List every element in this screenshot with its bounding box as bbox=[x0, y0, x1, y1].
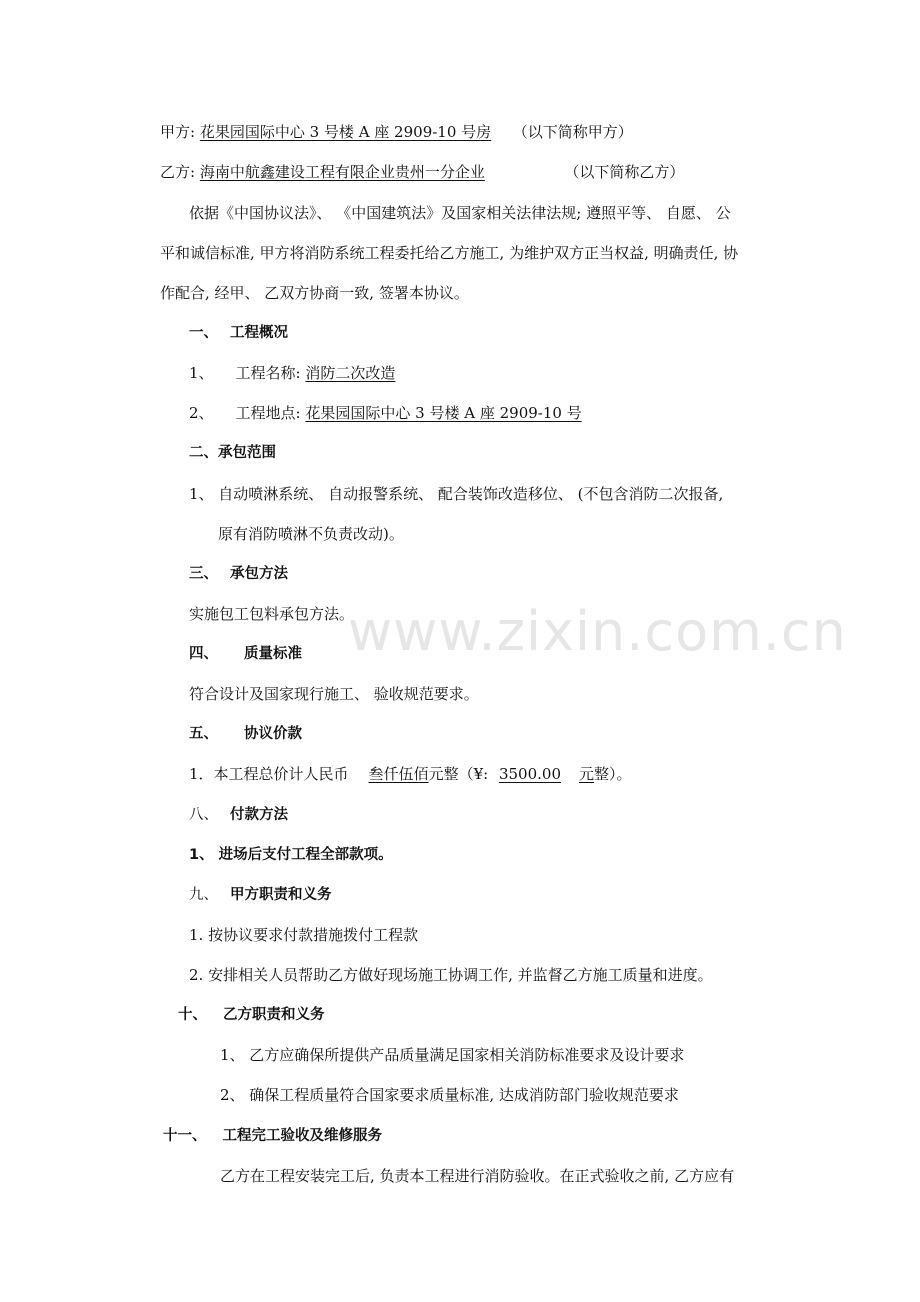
section-2-item-line-2: 原有消防喷淋不负责改动)。 bbox=[218, 525, 404, 543]
section-8-item: 1、 进场后支付工程全部款项。 bbox=[189, 847, 393, 863]
section-10-item-2: 2、 确保工程质量符合国家要求质量标准, 达成消防部门验收规范要求 bbox=[220, 1086, 679, 1104]
party-b-note: （以下简称乙方） bbox=[564, 163, 685, 181]
section-5-heading: 五、 协议价款 bbox=[189, 726, 302, 742]
section-1-item-1: 1、 工程名称: 消防二次改造 bbox=[189, 363, 419, 383]
contract-price-line: 1．本工程总价计人民币 叁仟伍佰元整（¥: 3500.00 元整）。 bbox=[189, 765, 632, 783]
section-10-heading: 十、 乙方职责和义务 bbox=[178, 1007, 325, 1023]
section-10-item-1: 1、 乙方应确保所提供产品质量满足国家相关消防标准要求及设计要求 bbox=[220, 1046, 685, 1064]
section-3-text: 实施包工包料承包方法。 bbox=[189, 605, 355, 623]
watermark: www.zixin.com.cn bbox=[348, 600, 847, 663]
section-2-item-line-1: 1、 自动喷淋系统、 自动报警系统、 配合装饰改造移位、 (不包含消防二次报备, bbox=[189, 485, 724, 503]
section-9-item-1: 1. 按协议要求付款措施拨付工程款 bbox=[189, 926, 419, 944]
intro-line-3: 作配合, 经甲、 乙双方协商一致, 签署本协议。 bbox=[160, 284, 469, 302]
project-name-value: 消防二次改造 bbox=[305, 364, 396, 382]
party-a-value: 花果园国际中心 3 号楼 A 座 2909-10 号房 bbox=[199, 123, 492, 141]
intro-line-1: 依据《中国协议法》、 《中国建筑法》及国家相关法律法规; 遵照平等、 自愿、 公 bbox=[189, 204, 731, 222]
section-1-heading: 一、 工程概况 bbox=[189, 325, 288, 341]
section-9-heading: 九、 甲方职责和义务 bbox=[189, 887, 332, 903]
amount-number: 3500.00 元 bbox=[498, 765, 594, 783]
section-11-text: 乙方在工程安装完工后, 负责本工程进行消防验收。在正式验收之前, 乙方应有 bbox=[220, 1167, 735, 1185]
section-9-item-2: 2. 安排相关人员帮助乙方做好现场施工协调工作, 并监督乙方施工质量和进度。 bbox=[189, 966, 713, 984]
party-a-note: （以下简称甲方） bbox=[512, 123, 633, 141]
section-11-heading: 十一、 工程完工验收及维修服务 bbox=[163, 1128, 382, 1144]
intro-line-2: 平和诚信标准, 甲方将消防系统工程委托给乙方施工, 为维护双方正当权益, 明确责任, 协 bbox=[160, 244, 739, 262]
section-2-heading: 二、承包范围 bbox=[189, 445, 276, 461]
party-a-label: 甲方: bbox=[160, 123, 196, 141]
party-b-label: 乙方: bbox=[160, 163, 196, 181]
party-b-line bbox=[160, 162, 684, 182]
amount-chinese: 叁仟伍佰 bbox=[368, 765, 429, 783]
section-3-heading: 三、 承包方法 bbox=[189, 566, 288, 582]
section-1-item-2: 2、 工程地点: 花果园国际中心 3 号楼 A 座 2909-10 号 bbox=[189, 404, 582, 422]
section-8-heading: 八、 付款方法 bbox=[189, 807, 288, 823]
section-4-heading: 四、 质量标准 bbox=[189, 646, 302, 662]
project-site-value: 花果园国际中心 3 号楼 A 座 2909-10 号 bbox=[305, 404, 582, 422]
section-4-text: 符合设计及国家现行施工、 验收规范要求。 bbox=[189, 685, 479, 703]
party-b-value: 海南中航鑫建设工程有限企业贵州一分企业 bbox=[199, 163, 485, 181]
party-a-line bbox=[160, 122, 633, 142]
